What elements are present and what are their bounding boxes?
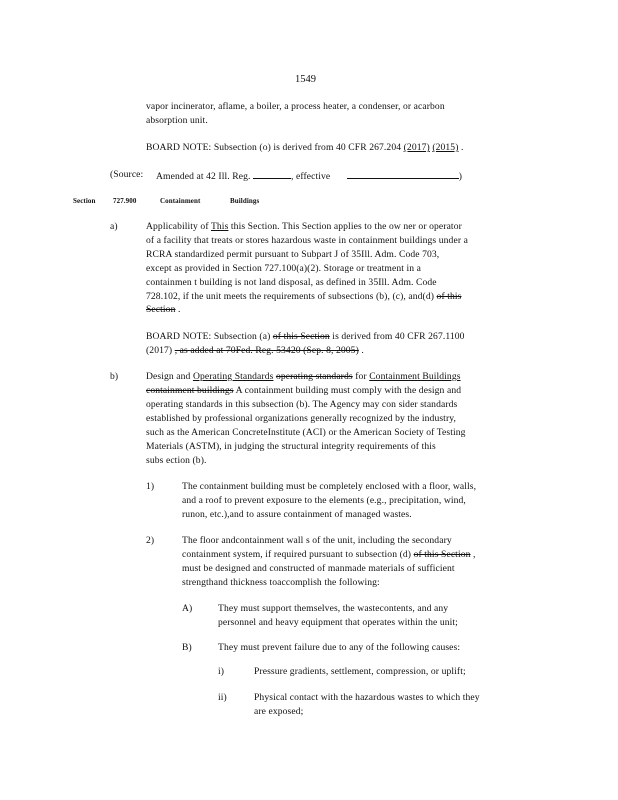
paragraph-marker: 1) — [146, 481, 155, 492]
body-text-line: are exposed; — [254, 706, 304, 717]
body-text-line: subs ection (b). — [146, 455, 207, 466]
section-label: Section — [73, 197, 96, 205]
item-marker: ii) — [218, 692, 227, 703]
deleted-text: (2015) — [432, 142, 459, 153]
effective-date-blank — [347, 169, 459, 179]
item-marker: i) — [218, 666, 225, 677]
body-text-line: Section . — [146, 304, 181, 315]
source-effective: , effective — [290, 171, 331, 182]
paragraph-marker: 2) — [146, 535, 155, 546]
deleted-text: containment buildings — [146, 385, 234, 396]
body-text-line: except as provided in Section 727.100(a)(2). Storage or treatment in a — [146, 263, 422, 274]
body-text-line: They must prevent failure due to any of the following causes: — [218, 642, 461, 653]
body-text-line: personnel and heavy equipment that operates within the unit; — [218, 617, 458, 628]
body-text-line: Physical contact with the hazardous wastes to which they — [254, 692, 480, 703]
body-text-line: RCRA standardized permit pursuant to Subpart J of 35Ill. Adm. Code 703, — [146, 249, 440, 260]
deleted-text: of this — [436, 291, 462, 302]
note-text: BOARD NOTE: Subsection (o) is derived from 40 CFR 267.204 — [146, 142, 404, 153]
body-text-line: The containment building must be completely enclosed with a floor, walls, — [182, 481, 477, 492]
body-text-line: containment buildings A containment building must comply with the design and — [146, 385, 462, 396]
page-number: 1549 — [295, 74, 316, 85]
source-text: Amended at 42 Ill. Reg. — [156, 171, 253, 182]
source-label: (Source: — [110, 169, 144, 180]
body-text-line: 728.102, if the unit meets the requirements of subsections (b), (c), and(d) of this — [146, 291, 462, 302]
subparagraph-marker: B) — [182, 642, 192, 653]
board-note: (2017) , as added at 70Fed. Reg. 53420 (Sep. 8, 2005) . — [146, 345, 364, 356]
body-text-line: must be designed and constructed of manmade materials of sufficient — [182, 563, 455, 574]
subsection-marker: a) — [110, 221, 118, 232]
body-text-line: strengthand thickness toaccomplish the following: — [182, 577, 380, 588]
body-text-line: operating standards in this subsection (b). The Agency may con sider standards — [146, 399, 458, 410]
deleted-text: operating standards — [275, 371, 353, 382]
body-text-line: Materials (ASTM), in judging the structural integrity requirements of this — [146, 441, 436, 452]
inserted-text: Operating Standards — [192, 371, 274, 382]
body-text-line: runon, etc.),and to assure containment of managed wastes. — [182, 509, 412, 520]
board-note: BOARD NOTE: Subsection (a) of this Section is derived from 40 CFR 267.1100 — [146, 331, 465, 342]
body-text-line: such as the American ConcreteInstitute (ACI) or the American Society of Testing — [146, 427, 466, 438]
source-note — [156, 169, 462, 183]
board-note — [146, 142, 464, 154]
body-text-line: vapor incinerator, aflame, a boiler, a process heater, a condenser, or acarbon — [146, 101, 445, 112]
inserted-text: This — [210, 221, 229, 232]
volume-blank — [253, 169, 291, 179]
body-text-line: The floor andcontainment wall s of the unit, including the secondary — [182, 535, 452, 546]
body-text-line: They must support themselves, the wastecontents, and any — [218, 603, 449, 614]
section-number: 727.900 — [113, 197, 137, 205]
deleted-text: of this Section — [272, 331, 330, 342]
body-text-line: containment system, if required pursuant to subsection (d) of this Section , — [182, 549, 476, 560]
inserted-text: (2017) — [403, 142, 430, 153]
body-text-line: Design and Operating Standards operating standards for Containment Buildings — [146, 371, 461, 382]
body-text-line: Applicability of This this Section. This Section applies to the ow ner or operator — [146, 221, 462, 232]
inserted-text: Containment Buildings — [369, 371, 461, 382]
source-close: ) — [458, 171, 463, 182]
deleted-text: , as added at 70Fed. Reg. 53420 (Sep. 8, 2005) — [174, 345, 359, 356]
note-text: . — [458, 142, 464, 153]
body-text-line: containmen t building is not land disposal, as defined in 35Ill. Adm. Code — [146, 277, 437, 288]
body-text-line: Pressure gradients, settlement, compression, or uplift; — [254, 666, 466, 677]
body-text-line: established by professional organizations generally recognized by the industry, — [146, 413, 457, 424]
body-text-line: of a facility that treats or stores hazardous waste in containment buildings under a — [146, 235, 468, 246]
deleted-text: of this Section — [413, 549, 471, 560]
section-title-1: Containment — [160, 197, 201, 205]
body-text-line: and a roof to prevent exposure to the elements (e.g., precipitation, wind, — [182, 495, 466, 506]
section-title-2: Buildings — [230, 197, 260, 205]
subsection-marker: b) — [110, 371, 119, 382]
body-text-line: absorption unit. — [146, 115, 208, 126]
subparagraph-marker: A) — [182, 603, 193, 614]
deleted-text: Section — [146, 304, 176, 315]
